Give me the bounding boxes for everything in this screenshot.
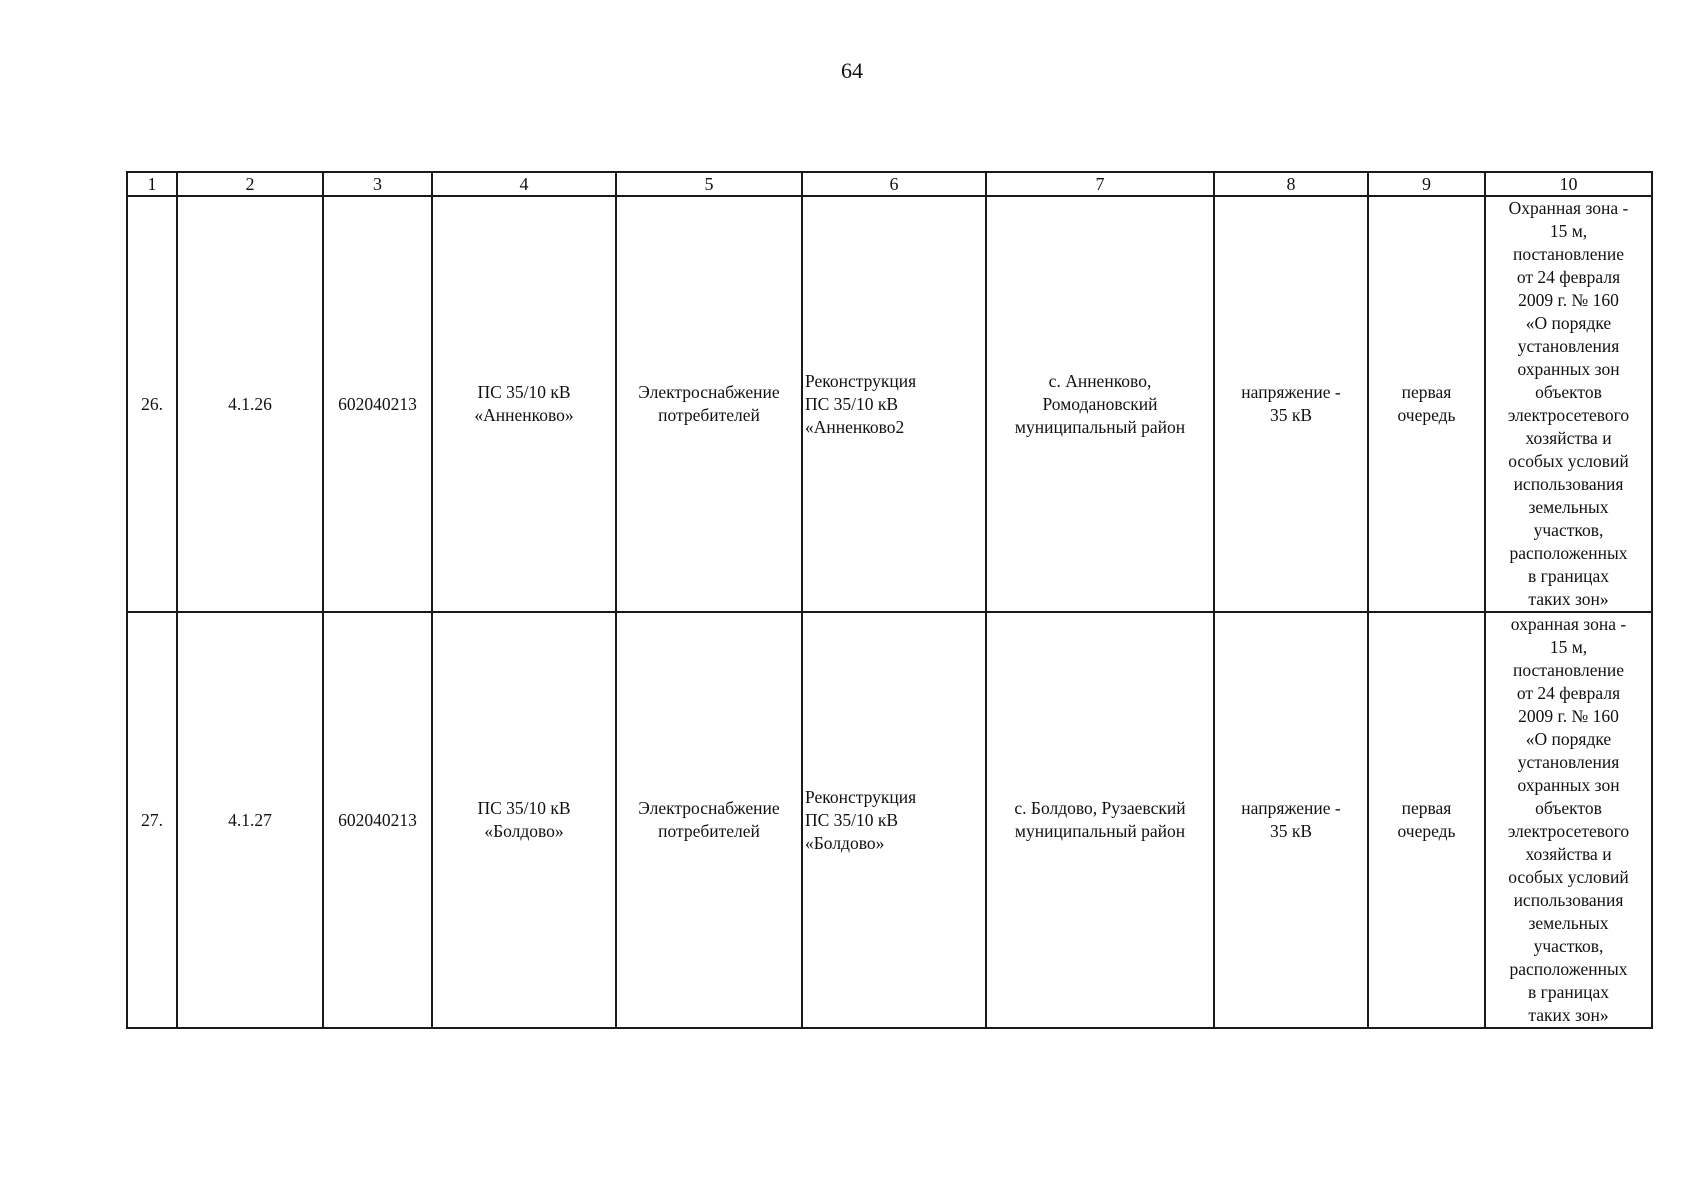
object-parameters (1214, 196, 1368, 612)
text-line: от 24 февраля (1516, 267, 1621, 287)
object-purpose (616, 612, 802, 1028)
text-line: электросетевого (1507, 821, 1630, 841)
object-action (802, 196, 986, 612)
zone-description (1485, 196, 1652, 612)
text-line: очередь (1397, 821, 1456, 841)
implementation-stage (1368, 196, 1485, 612)
text-line: «Болдово» (484, 821, 564, 841)
column-number-row (127, 172, 1652, 196)
text-line: установления (1517, 336, 1620, 356)
text-line: 2009 г. № 160 (1518, 706, 1619, 726)
text-line: участков, (1533, 520, 1604, 540)
column-header: 3 (323, 172, 432, 196)
text-line: 15 м, (1549, 637, 1588, 657)
text-line: охранная зона - (1510, 614, 1627, 634)
text-line: с. Болдово, Рузаевский (1014, 798, 1186, 818)
column-header: 5 (616, 172, 802, 196)
text-line: Охранная зона - (1508, 198, 1629, 218)
column-header: 7 (986, 172, 1214, 196)
text-line: охранных зон (1517, 359, 1620, 379)
text-line: ПС 35/10 кВ (477, 798, 571, 818)
column-header: 1 (127, 172, 177, 196)
text-line: земельных (1528, 497, 1609, 517)
text-line: потребителей (658, 821, 760, 841)
text-line: от 24 февраля (1516, 683, 1621, 703)
text-line: 15 м, (1549, 221, 1588, 241)
object-name (432, 196, 616, 612)
page-number: 64 (841, 58, 863, 83)
text-line: хозяйства и (1525, 844, 1612, 864)
object-parameters (1214, 612, 1368, 1028)
text-line: ПС 35/10 кВ (477, 382, 571, 402)
text-line: муниципальный район (1014, 821, 1186, 841)
text-line: постановление (1512, 244, 1625, 264)
text-line: 2009 г. № 160 (1518, 290, 1619, 310)
column-header: 9 (1368, 172, 1485, 196)
text-line: охранных зон (1517, 775, 1620, 795)
object-action (802, 612, 986, 1028)
object-location (986, 612, 1214, 1028)
text-line: объектов (1535, 382, 1602, 402)
text-line: таких зон» (1528, 1005, 1609, 1025)
text-line: электросетевого (1507, 405, 1630, 425)
object-code: 4.1.26 (177, 196, 323, 612)
text-line: расположенных (1509, 543, 1628, 563)
planning-table (126, 171, 1653, 1029)
text-line: постановление (1512, 660, 1625, 680)
text-line: 35 кВ (1269, 821, 1313, 841)
text-line: Реконструкция (805, 786, 917, 807)
object-code: 4.1.27 (177, 612, 323, 1028)
text-line: таких зон» (1528, 589, 1609, 609)
text-line: очередь (1397, 405, 1456, 425)
text-line: Электроснабжение (638, 382, 780, 402)
text-line: ПС 35/10 кВ (805, 393, 899, 414)
object-location (986, 196, 1214, 612)
text-line: первая (1401, 382, 1452, 402)
row-number: 26. (127, 196, 177, 612)
column-header: 6 (802, 172, 986, 196)
text-line: в границах (1528, 982, 1609, 1002)
column-header: 10 (1485, 172, 1652, 196)
column-header: 8 (1214, 172, 1368, 196)
zone-description (1485, 612, 1652, 1028)
text-line: «О порядке (1525, 729, 1612, 749)
column-header: 2 (177, 172, 323, 196)
text-line: первая (1401, 798, 1452, 818)
text-line: ПС 35/10 кВ (805, 809, 899, 830)
row-number: 27. (127, 612, 177, 1028)
object-id: 602040213 (323, 196, 432, 612)
text-line: Электроснабжение (638, 798, 780, 818)
column-header: 4 (432, 172, 616, 196)
text-line: «Болдово» (805, 832, 885, 853)
text-line: использования (1513, 890, 1624, 910)
text-line: «Анненково» (474, 405, 574, 425)
text-line: особых условий (1508, 867, 1629, 887)
text-line: «О порядке (1525, 313, 1612, 333)
text-line: использования (1513, 474, 1624, 494)
text-line: потребителей (658, 405, 760, 425)
text-line: участков, (1533, 936, 1604, 956)
text-line: объектов (1535, 798, 1602, 818)
object-name (432, 612, 616, 1028)
text-line: земельных (1528, 913, 1609, 933)
object-id: 602040213 (323, 612, 432, 1028)
text-line: напряжение - (1241, 382, 1341, 402)
text-line: установления (1517, 752, 1620, 772)
text-line: 35 кВ (1269, 405, 1313, 425)
text-line: «Анненково2 (805, 416, 905, 437)
table-row (127, 196, 1652, 612)
text-line: в границах (1528, 566, 1609, 586)
table-row (127, 612, 1652, 1028)
text-line: расположенных (1509, 959, 1628, 979)
text-line: Ромодановский (1042, 393, 1158, 414)
text-line: напряжение - (1241, 798, 1341, 818)
text-line: особых условий (1508, 451, 1629, 471)
text-line: муниципальный район (1014, 416, 1186, 437)
text-line: Реконструкция (805, 370, 917, 391)
text-line: хозяйства и (1525, 428, 1612, 448)
implementation-stage (1368, 612, 1485, 1028)
object-purpose (616, 196, 802, 612)
text-line: с. Анненково, (1048, 370, 1152, 391)
